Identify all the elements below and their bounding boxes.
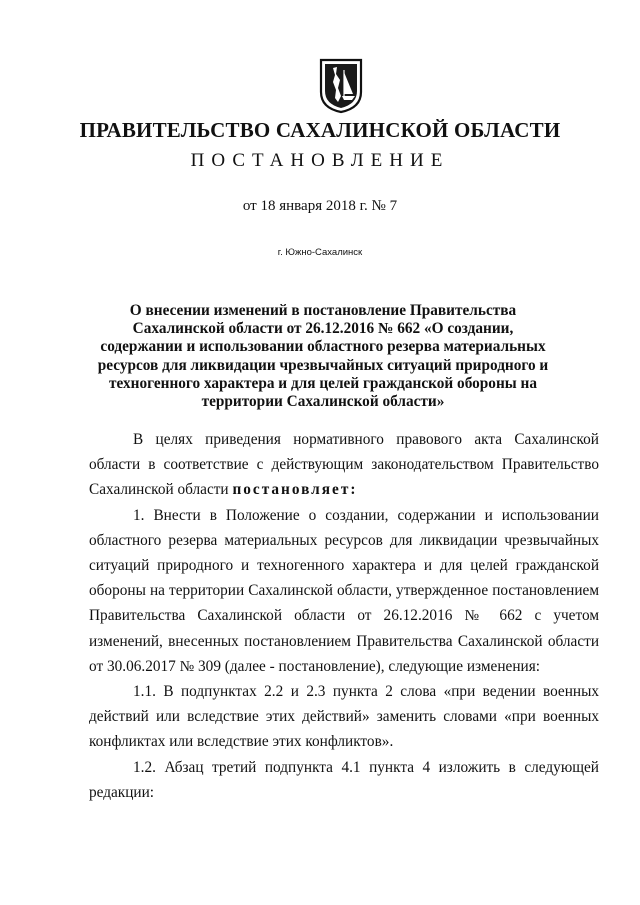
government-title: ПРАВИТЕЛЬСТВО САХАЛИНСКОЙ ОБЛАСТИ xyxy=(79,118,561,142)
document-date-number: от 18 января 2018 г. № 7 xyxy=(242,198,398,214)
document-type: ПОСТАНОВЛЕНИЕ xyxy=(190,150,450,171)
document-city: г. Южно-Сахалинск xyxy=(277,247,363,258)
paragraph-1-2: 1.2. Абзац третий подпункта 4.1 пункта 4 изложить в следующей редакции: xyxy=(89,758,599,801)
document-body xyxy=(89,427,599,805)
intro-text: В целях приведения нормативного правового акта Сахалинской области в соответствие с действующим законодательством Правительство Сахалинской области xyxy=(89,431,599,499)
intro-paragraph xyxy=(89,427,599,503)
sakhalin-coat-of-arms-icon xyxy=(318,58,364,114)
paragraph-1-1: 1.1. В подпунктах 2.2 и 2.3 пункта 2 слова «при ведении военных действий или вследствие этих действий» заменить словами «при военных конфликтах или вследствие этих конфликтов». xyxy=(89,683,599,751)
paragraph-1: 1. Внести в Положение о создании, содержании и использовании областного резерва материальных ресурсов для ликвидации чрезвычайных ситуаций природного и техногенного характера и для целей гражданской обороны на территории Сахалинской области, утвержденное постановлением Правительства Сахалинской области от 26.12.2016 № 662 с учетом изменений, внесенных постановлением Правительства Сахалинской области от 30.06.2017 № 309 (далее - постановление), следующие изменения: xyxy=(89,506,599,675)
document-subject: О внесении изменений в постановление Правительства Сахалинской области от 26.12.2016 № 662 «О создании, содержании и использовании областного резерва материальных ресурсов для ликвидации чрезвычайных ситуаций природного и техногенного характера и для целей гражданской обороны на территории Сахалинской области» xyxy=(97,302,549,411)
decree-word: постановляет: xyxy=(232,481,358,499)
